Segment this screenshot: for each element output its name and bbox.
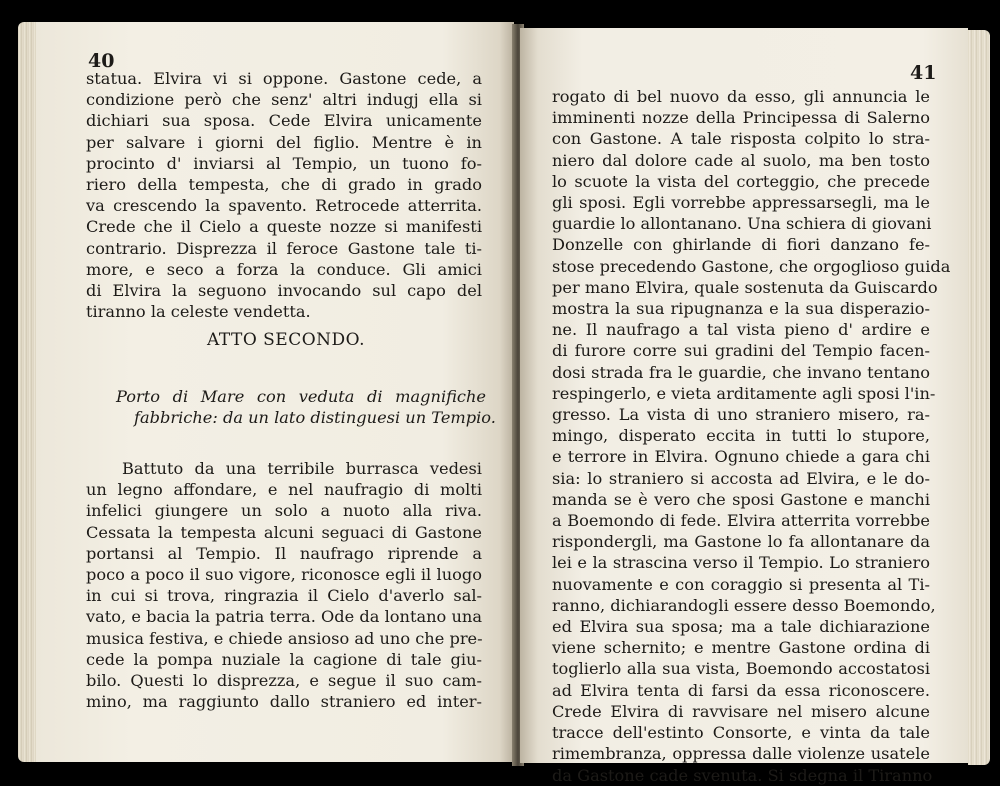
- text-line: di furore corre sui gradini del Tempio facen-: [552, 341, 930, 361]
- text-line: mino, ma raggiunto dallo straniero ed inter-: [86, 692, 482, 712]
- text-line: da Gastone cade svenuta. Si sdegna il Tiranno: [552, 765, 933, 785]
- text-line: procinto d' inviarsi al Tempio, un tuono fo-: [86, 153, 482, 173]
- text-line: more, e seco a forza la conduce. Gli amici: [86, 259, 482, 279]
- left-paragraph-2: [86, 458, 482, 712]
- page-number-left: 40: [88, 50, 115, 72]
- text-line: dichiari sua sposa. Cede Elvira unicamente: [86, 111, 482, 131]
- text-line: di Elvira la seguono invocando sul capo del: [86, 281, 482, 301]
- text-line: niero dal dolore cade al suolo, ma ben tosto: [552, 150, 930, 170]
- right-page: [520, 28, 968, 785]
- text-line: gresso. La vista di uno straniero misero, ra-: [552, 405, 930, 425]
- text-line: mostra la sua ripugnanza e la sua disperazio-: [552, 299, 930, 319]
- text-line: musica festiva, e chiede ansioso ad uno che pre-: [86, 628, 483, 648]
- text-line: per mano Elvira, quale sostenuta da Guiscardo: [552, 277, 938, 297]
- text-line: Cessata la tempesta alcuni seguaci di Gastone: [86, 522, 482, 542]
- text-line: fabbriche: da un lato distinguesi un Tempio.: [134, 408, 496, 428]
- page-edges-right: [968, 30, 990, 765]
- text-line: viene schernito; e mentre Gastone ordina di: [552, 638, 930, 658]
- text-line: Donzelle con ghirlande di fiori danzano fe-: [552, 235, 930, 255]
- scene-caption: [116, 386, 496, 428]
- text-line: vato, e bacia la patria terra. Ode da lontano una: [86, 607, 482, 627]
- left-paragraph-1: [86, 68, 482, 322]
- text-line: nuovamente e con coraggio si presenta al Ti-: [552, 574, 930, 594]
- text-line: Crede Elvira di ravvisare nel misero alcune: [552, 701, 930, 721]
- text-line: toglierlo alla sua vista, Boemondo accostatosi: [552, 659, 930, 679]
- text-line: manda se è vero che sposi Gastone e manchi: [552, 489, 930, 509]
- right-paragraph: [552, 86, 951, 786]
- text-line: rogato di bel nuovo da esso, gli annuncia le: [552, 87, 930, 106]
- text-line: in cui si trova, ringrazia il Cielo d'averlo sal-: [86, 586, 482, 606]
- text-line: per salvare i giorni del figlio. Mentre è in: [86, 132, 482, 152]
- text-line: lo scuote la vista del corteggio, che precede: [552, 171, 930, 191]
- text-line: un legno affondare, e nel naufragio di molti: [86, 480, 482, 500]
- page-number-right: 41: [910, 62, 937, 84]
- text-line: Crede che il Cielo a queste nozze si manifesti: [86, 217, 482, 237]
- text-line: contrario. Disprezza il feroce Gastone tale ti-: [86, 238, 482, 258]
- text-line: e terrore in Elvira. Ognuno chiede a gara chi: [552, 447, 930, 467]
- text-line: rispondergli, ma Gastone lo fa allontanare da: [552, 532, 930, 552]
- text-line: imminenti nozze della Principessa di Salerno: [552, 108, 930, 128]
- text-line: Battuto da una terribile burrasca vedesi: [122, 459, 482, 478]
- text-line: condizione però che senz' altri indugj ella si: [86, 90, 482, 110]
- text-line: tracce dell'estinto Consorte, e vinta da tale: [552, 723, 930, 743]
- text-line: va crescendo la spavento. Retrocede atterrita.: [86, 196, 482, 216]
- text-line: respingerlo, e vieta arditamente agli sposi l'in-: [552, 383, 936, 403]
- text-line: bilo. Questi lo disprezza, e segue il suo cam-: [86, 671, 482, 691]
- text-line: ad Elvira tenta di farsi da essa riconoscere.: [552, 680, 930, 700]
- text-line: portansi al Tempio. Il naufrago riprende a: [86, 543, 482, 563]
- text-line: ranno, dichiarandogli essere desso Boemondo,: [552, 595, 936, 615]
- text-line: lei e la strascina verso il Tempio. Lo straniero: [552, 553, 930, 573]
- text-line: mingo, disperato eccita in tutti lo stupore,: [552, 426, 930, 446]
- text-line: poco a poco il suo vigore, riconosce egli il luogo: [86, 565, 482, 585]
- text-line: sia: lo straniero si accosta ad Elvira, e le do-: [552, 468, 930, 488]
- text-line: guardie lo allontanano. Una schiera di giovani: [552, 214, 932, 234]
- text-line: stose precedendo Gastone, che orgoglioso guida: [552, 256, 951, 276]
- text-line: ed Elvira sua sposa; ma a tale dichiarazione: [552, 617, 930, 637]
- text-line: a Boemondo di fede. Elvira atterrita vorrebbe: [552, 511, 930, 531]
- text-line: rimembranza, oppressa dalle violenze usatele: [552, 744, 930, 764]
- text-line: cede la pompa nuziale la cagione di tale giu-: [86, 649, 482, 669]
- text-line: tiranno la celeste vendetta.: [86, 302, 311, 322]
- text-line: ne. Il naufrago a tal vista pieno d' ardire e: [552, 320, 930, 340]
- text-line: statua. Elvira vi si oppone. Gastone cede, a: [86, 69, 482, 88]
- text-line: con Gastone. A tale risposta colpito lo stra-: [552, 129, 930, 149]
- act-heading: ATTO SECONDO.: [206, 330, 366, 350]
- text-line: riero della tempesta, che di grado in grado: [86, 175, 482, 195]
- text-line: Porto di Mare con veduta di magnifiche: [116, 387, 486, 406]
- text-line: gli sposi. Egli vorrebbe appressarsegli, ma le: [552, 193, 930, 213]
- left-page: [36, 22, 514, 762]
- text-line: infelici giungere un solo a nuoto alla riva.: [86, 501, 482, 521]
- text-line: dosi strada fra le guardie, che invano tentano: [552, 362, 930, 382]
